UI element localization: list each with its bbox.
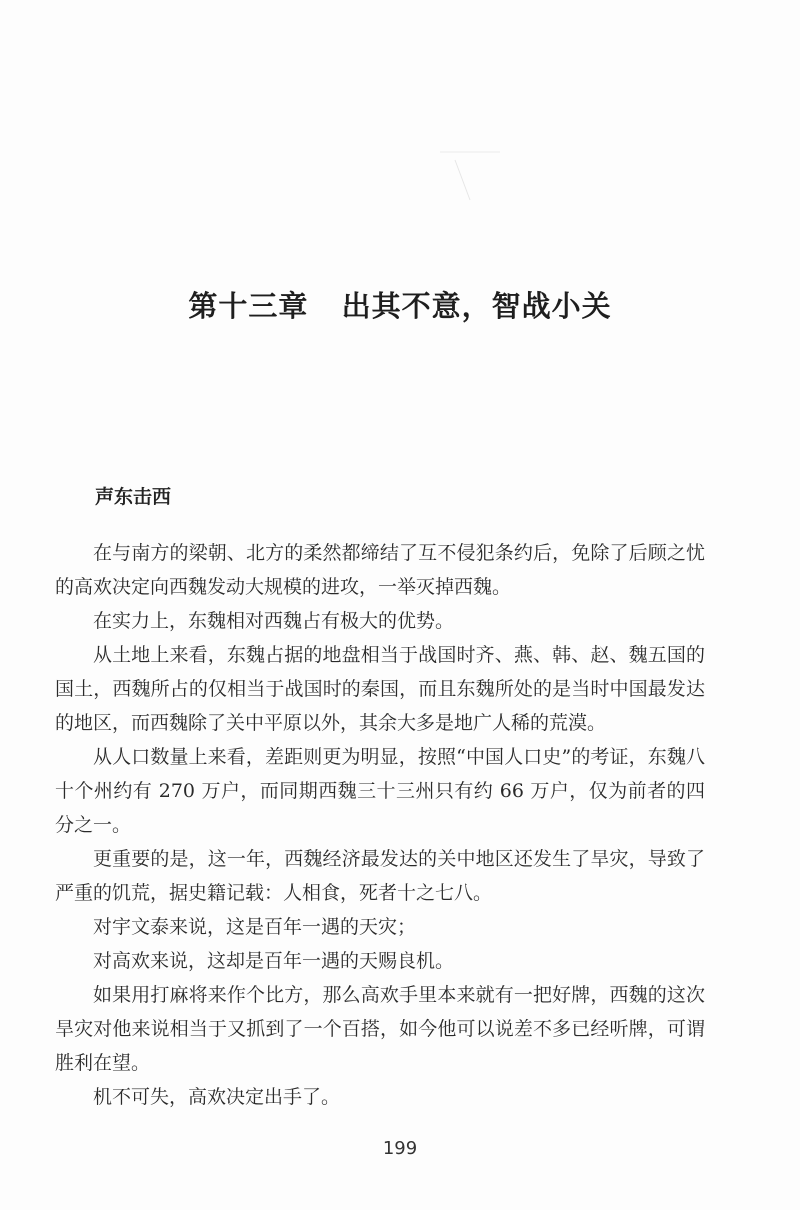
body-text bbox=[55, 536, 705, 1114]
paragraph: 从土地上来看，东魏占据的地盘相当于战国时齐、燕、韩、赵、魏五国的国土，西魏所占的仅相当于战国时的秦国，而且东魏所处的是当时中国最发达的地区，而西魏除了关中平原以外，其余大多是地广人稀的荒漠。 bbox=[55, 644, 705, 734]
chapter-title: 第十三章 出其不意，智战小关 bbox=[188, 289, 612, 323]
paragraph: 机不可失，高欢决定出手了。 bbox=[93, 1086, 341, 1108]
paragraph: 从人口数量上来看，差距则更为明显，按照“中国人口史”的考证，东魏八十个州约有 270 万户，而同期西魏三十三州只有约 66 万户，仅为前者的四分之一。 bbox=[55, 746, 705, 836]
paragraph: 如果用打麻将来作个比方，那么高欢手里本来就有一把好牌，西魏的这次旱灾对他来说相当于又抓到了一个百搭，如今他可以说差不多已经听牌，可谓胜利在望。 bbox=[55, 984, 705, 1074]
paragraph: 对宇文泰来说，这是百年一遇的天灾； bbox=[93, 916, 417, 938]
scan-streak bbox=[455, 160, 470, 200]
paragraph: 对高欢来说，这却是百年一遇的天赐良机。 bbox=[93, 950, 455, 972]
section-heading: 声东击西 bbox=[95, 486, 172, 508]
paragraph: 在与南方的梁朝、北方的柔然都缔结了互不侵犯条约后，免除了后顾之忧的高欢决定向西魏发动大规模的进攻，一举灭掉西魏。 bbox=[55, 542, 705, 598]
paragraph: 更重要的是，这一年，西魏经济最发达的关中地区还发生了旱灾，导致了严重的饥荒，据史籍记载：人相食，死者十之七八。 bbox=[55, 848, 705, 904]
paragraph: 在实力上，东魏相对西魏占有极大的优势。 bbox=[93, 610, 455, 632]
page-number: 199 bbox=[382, 1138, 418, 1159]
